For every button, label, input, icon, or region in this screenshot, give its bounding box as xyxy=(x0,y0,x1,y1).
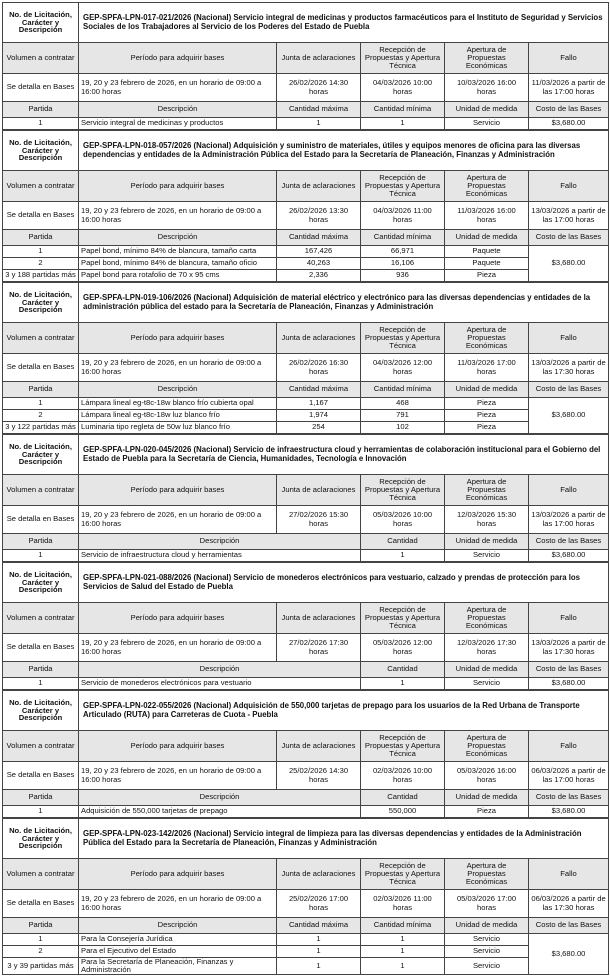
cantidad-minima: 468 xyxy=(361,398,445,410)
periodo-value: 19, 20 y 23 febrero de 2026, en un horario de 09:00 a 16:00 horas xyxy=(79,634,277,662)
cantidad-maxima: 1,167 xyxy=(277,398,361,410)
licitacion-title: GEP-SPFA-LPN-018-057/2026 (Nacional) Adquisición y suministro de materiales, útiles y equipos menores de oficina para las diversas dependencias y entidades de la Administración Pública del Estado para la Secretaría de Planeación, Finanzas y Administración xyxy=(79,131,609,171)
unidad-medida: Servicio xyxy=(445,958,529,975)
licitacion-label: No. de Licitación, Carácter y Descripción xyxy=(3,435,79,475)
volumen-header: Volumen a contratar xyxy=(3,171,79,202)
partida-descripcion: Para la Secretaría de Planeación, Finanzas y Administración xyxy=(79,958,277,975)
cantidad-maxima: 167,426 xyxy=(277,246,361,258)
licitacion-table xyxy=(2,434,609,562)
unidad-header: Unidad de medida xyxy=(445,662,529,678)
fallo-value: 06/03/2026 a partir de las 17:30 horas xyxy=(529,890,609,918)
partida-number: 1 xyxy=(3,550,79,562)
costo-header: Costo de las Bases xyxy=(529,382,609,398)
descripcion-header: Descripción xyxy=(79,230,277,246)
partida-descripcion: Papel bond para rotafolio de 70 x 95 cms xyxy=(79,270,277,282)
partida-number: 1 xyxy=(3,118,79,130)
apertura-value: 10/03/2026 16:00 horas xyxy=(445,74,529,102)
cantidad-maxima: 1 xyxy=(277,118,361,130)
cantidad-minima: 791 xyxy=(361,410,445,422)
volumen-value: Se detalla en Bases xyxy=(3,890,79,918)
volumen-value: Se detalla en Bases xyxy=(3,506,79,534)
periodo-value: 19, 20 y 23 febrero de 2026, en un horario de 09:00 a 16:00 horas xyxy=(79,354,277,382)
licitacion-title: GEP-SPFA-LPN-020-045/2026 (Nacional) Servicio de infraestructura cloud y herramientas de colaboración institucional para el Gobierno del Estado de Puebla para la Secretaría de Ciencia, Humanidades, Tecnología e Innovación xyxy=(79,435,609,475)
recepcion-value: 04/03/2026 12:00 horas xyxy=(361,354,445,382)
junta-header: Junta de aclaraciones xyxy=(277,859,361,890)
junta-header: Junta de aclaraciones xyxy=(277,603,361,634)
licitacion-label: No. de Licitación, Carácter y Descripción xyxy=(3,283,79,323)
unidad-medida: Pieza xyxy=(445,270,529,282)
fallo-value: 11/03/2026 a partir de las 17:00 horas xyxy=(529,74,609,102)
recepcion-value: 02/03/2026 10:00 horas xyxy=(361,762,445,790)
licitacion-table xyxy=(2,2,609,130)
recepcion-value: 04/03/2026 11:00 horas xyxy=(361,202,445,230)
cantidad-minima: 102 xyxy=(361,422,445,434)
cantidad-maxima: 1 xyxy=(277,946,361,958)
descripcion-header: Descripción xyxy=(79,662,361,678)
unidad-header: Unidad de medida xyxy=(445,918,529,934)
partida-header: Partida xyxy=(3,918,79,934)
costo-bases: $3,680.00 xyxy=(529,118,609,130)
cantidad-maxima: 1,974 xyxy=(277,410,361,422)
cantidad-minima: 1 xyxy=(361,934,445,946)
partida-number: 1 xyxy=(3,398,79,410)
junta-header: Junta de aclaraciones xyxy=(277,731,361,762)
licitacion-title: GEP-SPFA-LPN-019-106/2026 (Nacional) Adquisición de material eléctrico y electrónico para las diversas dependencias y entidades de la administración pública del estado para la Secretaría de Planeación, Finanzas y Administración xyxy=(79,283,609,323)
cantidad-header: Cantidad xyxy=(361,534,445,550)
periodo-header: Período para adquirir bases xyxy=(79,859,277,890)
unidad-header: Unidad de medida xyxy=(445,102,529,118)
licitacion-table xyxy=(2,562,609,690)
recepcion-header: Recepción de Propuestas y Apertura Técnica xyxy=(361,859,445,890)
recepcion-header: Recepción de Propuestas y Apertura Técnica xyxy=(361,43,445,74)
apertura-value: 11/03/2026 16:00 horas xyxy=(445,202,529,230)
licitacion-block xyxy=(2,818,608,975)
cantidad-minima-header: Cantidad mínima xyxy=(361,230,445,246)
cantidad: 1 xyxy=(361,550,445,562)
descripcion-header: Descripción xyxy=(79,102,277,118)
partida-number: 1 xyxy=(3,678,79,690)
periodo-header: Período para adquirir bases xyxy=(79,43,277,74)
costo-bases: $3,680.00 xyxy=(529,398,609,434)
licitacion-block xyxy=(2,282,608,434)
cantidad-minima: 1 xyxy=(361,946,445,958)
junta-header: Junta de aclaraciones xyxy=(277,475,361,506)
costo-header: Costo de las Bases xyxy=(529,230,609,246)
junta-value: 27/02/2026 17:30 horas xyxy=(277,634,361,662)
partida-number: 2 xyxy=(3,258,79,270)
fallo-value: 13/03/2026 a partir de las 17:00 horas xyxy=(529,202,609,230)
partida-number: 1 xyxy=(3,934,79,946)
unidad-header: Unidad de medida xyxy=(445,790,529,806)
fallo-header: Fallo xyxy=(529,475,609,506)
licitacion-title: GEP-SPFA-LPN-021-088/2026 (Nacional) Servicio de monederos electrónicos para vestuario, calzado y prendas de protección para los Servicios de Salud del Estado de Puebla xyxy=(79,563,609,603)
partida-descripcion: Papel bond, mínimo 84% de blancura, tamaño carta xyxy=(79,246,277,258)
junta-value: 25/02/2026 14:30 horas xyxy=(277,762,361,790)
fallo-header: Fallo xyxy=(529,43,609,74)
descripcion-header: Descripción xyxy=(79,918,277,934)
licitacion-label: No. de Licitación, Carácter y Descripción xyxy=(3,819,79,859)
fallo-header: Fallo xyxy=(529,171,609,202)
periodo-header: Período para adquirir bases xyxy=(79,171,277,202)
partida-descripcion: Adquisición de 550,000 tarjetas de prepago xyxy=(79,806,361,818)
junta-header: Junta de aclaraciones xyxy=(277,323,361,354)
costo-header: Costo de las Bases xyxy=(529,918,609,934)
recepcion-value: 05/03/2026 12:00 horas xyxy=(361,634,445,662)
partida-number: 2 xyxy=(3,410,79,422)
periodo-value: 19, 20 y 23 febrero de 2026, en un horario de 09:00 a 16:00 horas xyxy=(79,74,277,102)
costo-bases: $3,680.00 xyxy=(529,550,609,562)
fallo-header: Fallo xyxy=(529,603,609,634)
unidad-medida: Servicio xyxy=(445,934,529,946)
apertura-header: Apertura de Propuestas Económicas xyxy=(445,603,529,634)
licitacion-table xyxy=(2,130,609,282)
cantidad: 1 xyxy=(361,678,445,690)
recepcion-header: Recepción de Propuestas y Apertura Técnica xyxy=(361,731,445,762)
partida-header: Partida xyxy=(3,662,79,678)
junta-value: 25/02/2026 17:00 horas xyxy=(277,890,361,918)
licitacion-label: No. de Licitación, Carácter y Descripción xyxy=(3,3,79,43)
cantidad-minima: 936 xyxy=(361,270,445,282)
unidad-header: Unidad de medida xyxy=(445,382,529,398)
cantidad-maxima-header: Cantidad máxima xyxy=(277,230,361,246)
partida-header: Partida xyxy=(3,230,79,246)
cantidad: 550,000 xyxy=(361,806,445,818)
recepcion-header: Recepción de Propuestas y Apertura Técnica xyxy=(361,323,445,354)
partida-header: Partida xyxy=(3,102,79,118)
partida-number: 1 xyxy=(3,806,79,818)
junta-value: 26/02/2026 13:30 horas xyxy=(277,202,361,230)
recepcion-value: 05/03/2026 10:00 horas xyxy=(361,506,445,534)
junta-header: Junta de aclaraciones xyxy=(277,171,361,202)
apertura-header: Apertura de Propuestas Económicas xyxy=(445,171,529,202)
fallo-value: 13/03/2026 a partir de las 17:30 horas xyxy=(529,634,609,662)
cantidad-minima-header: Cantidad mínima xyxy=(361,918,445,934)
licitacion-label: No. de Licitación, Carácter y Descripción xyxy=(3,691,79,731)
unidad-medida: Pieza xyxy=(445,410,529,422)
licitacion-title: GEP-SPFA-LPN-017-021/2026 (Nacional) Servicio integral de medicinas y productos farmacéuticos para el Instituto de Seguridad y Servicios Sociales de los Trabajadores al Servicio de los Poderes del Estado de Puebla xyxy=(79,3,609,43)
unidad-medida: Servicio xyxy=(445,550,529,562)
cantidad-maxima: 1 xyxy=(277,934,361,946)
apertura-value: 05/03/2026 17:00 horas xyxy=(445,890,529,918)
cantidad-minima: 16,106 xyxy=(361,258,445,270)
partida-descripcion: Servicio integral de medicinas y productos xyxy=(79,118,277,130)
fallo-value: 13/03/2026 a partir de las 17:30 horas xyxy=(529,354,609,382)
costo-bases: $3,680.00 xyxy=(529,806,609,818)
volumen-value: Se detalla en Bases xyxy=(3,202,79,230)
apertura-header: Apertura de Propuestas Económicas xyxy=(445,859,529,890)
licitacion-block xyxy=(2,2,608,130)
periodo-value: 19, 20 y 23 febrero de 2026, en un horario de 09:00 a 16:00 horas xyxy=(79,506,277,534)
descripcion-header: Descripción xyxy=(79,790,361,806)
periodo-value: 19, 20 y 23 febrero de 2026, en un horario de 09:00 a 16:00 horas xyxy=(79,890,277,918)
partida-descripcion: Lámpara lineal eg-t8c-18w blanco frío cubierta opal xyxy=(79,398,277,410)
junta-value: 27/02/2026 15:30 horas xyxy=(277,506,361,534)
volumen-header: Volumen a contratar xyxy=(3,603,79,634)
partida-descripcion: Luminaria tipo regleta de 50w luz blanco frío xyxy=(79,422,277,434)
unidad-medida: Servicio xyxy=(445,118,529,130)
junta-value: 26/02/2026 16:30 horas xyxy=(277,354,361,382)
licitacion-table xyxy=(2,282,609,434)
licitacion-block xyxy=(2,562,608,690)
licitacion-label: No. de Licitación, Carácter y Descripción xyxy=(3,563,79,603)
volumen-header: Volumen a contratar xyxy=(3,731,79,762)
licitacion-table xyxy=(2,690,609,818)
partida-header: Partida xyxy=(3,382,79,398)
partida-header: Partida xyxy=(3,534,79,550)
document-page xyxy=(2,2,608,975)
unidad-medida: Paquete xyxy=(445,258,529,270)
junta-header: Junta de aclaraciones xyxy=(277,43,361,74)
partida-number: 2 xyxy=(3,946,79,958)
unidad-medida: Servicio xyxy=(445,678,529,690)
volumen-header: Volumen a contratar xyxy=(3,323,79,354)
apertura-value: 05/03/2026 16:00 horas xyxy=(445,762,529,790)
unidad-medida: Servicio xyxy=(445,946,529,958)
cantidad-minima-header: Cantidad mínima xyxy=(361,382,445,398)
periodo-header: Período para adquirir bases xyxy=(79,603,277,634)
licitacion-title: GEP-SPFA-LPN-023-142/2026 (Nacional) Servicio integral de limpieza para las diversas dependencias y entidades de la Administración Pública del Estado para la Secretaría de Planeación, Finanzas y Administración xyxy=(79,819,609,859)
partida-number: 3 y 39 partidas más xyxy=(3,958,79,975)
apertura-value: 11/03/2026 17:00 horas xyxy=(445,354,529,382)
partida-descripcion: Para la Consejería Jurídica xyxy=(79,934,277,946)
periodo-value: 19, 20 y 23 febrero de 2026, en un horario de 09:00 a 16:00 horas xyxy=(79,762,277,790)
cantidad-header: Cantidad xyxy=(361,790,445,806)
costo-bases: $3,680.00 xyxy=(529,246,609,282)
periodo-header: Período para adquirir bases xyxy=(79,323,277,354)
licitacion-block xyxy=(2,434,608,562)
cantidad-maxima: 254 xyxy=(277,422,361,434)
cantidad-minima: 1 xyxy=(361,118,445,130)
recepcion-value: 02/03/2026 11:00 horas xyxy=(361,890,445,918)
fallo-value: 13/03/2026 a partir de las 17:00 horas xyxy=(529,506,609,534)
partida-number: 1 xyxy=(3,246,79,258)
unidad-medida: Pieza xyxy=(445,422,529,434)
partida-descripcion: Papel bond, mínimo 84% de blancura, tamaño oficio xyxy=(79,258,277,270)
periodo-header: Período para adquirir bases xyxy=(79,475,277,506)
apertura-value: 12/03/2026 17:30 horas xyxy=(445,634,529,662)
cantidad-maxima: 2,336 xyxy=(277,270,361,282)
fallo-header: Fallo xyxy=(529,859,609,890)
costo-header: Costo de las Bases xyxy=(529,790,609,806)
costo-header: Costo de las Bases xyxy=(529,662,609,678)
costo-header: Costo de las Bases xyxy=(529,102,609,118)
fallo-value: 06/03/2026 a partir de las 17:00 horas xyxy=(529,762,609,790)
unidad-header: Unidad de medida xyxy=(445,230,529,246)
cantidad-header: Cantidad xyxy=(361,662,445,678)
volumen-value: Se detalla en Bases xyxy=(3,74,79,102)
partida-descripcion: Lámpara lineal eg-t8c-18w luz blanco frío xyxy=(79,410,277,422)
licitacion-block xyxy=(2,130,608,282)
fallo-header: Fallo xyxy=(529,731,609,762)
junta-value: 26/02/2026 14:30 horas xyxy=(277,74,361,102)
partida-number: 3 y 122 partidas más xyxy=(3,422,79,434)
apertura-header: Apertura de Propuestas Económicas xyxy=(445,43,529,74)
descripcion-header: Descripción xyxy=(79,382,277,398)
cantidad-maxima-header: Cantidad máxima xyxy=(277,382,361,398)
periodo-value: 19, 20 y 23 febrero de 2026, en un horario de 09:00 a 16:00 horas xyxy=(79,202,277,230)
costo-header: Costo de las Bases xyxy=(529,534,609,550)
apertura-header: Apertura de Propuestas Económicas xyxy=(445,323,529,354)
licitacion-table xyxy=(2,818,609,975)
costo-bases: $3,680.00 xyxy=(529,678,609,690)
cantidad-maxima-header: Cantidad máxima xyxy=(277,102,361,118)
cantidad-maxima: 1 xyxy=(277,958,361,975)
unidad-medida: Paquete xyxy=(445,246,529,258)
periodo-header: Período para adquirir bases xyxy=(79,731,277,762)
cantidad-maxima: 40,263 xyxy=(277,258,361,270)
cantidad-minima: 66,971 xyxy=(361,246,445,258)
unidad-medida: Pieza xyxy=(445,398,529,410)
volumen-value: Se detalla en Bases xyxy=(3,634,79,662)
cantidad-minima-header: Cantidad mínima xyxy=(361,102,445,118)
cantidad-maxima-header: Cantidad máxima xyxy=(277,918,361,934)
apertura-header: Apertura de Propuestas Económicas xyxy=(445,731,529,762)
recepcion-header: Recepción de Propuestas y Apertura Técnica xyxy=(361,475,445,506)
partida-number: 3 y 188 partidas más xyxy=(3,270,79,282)
licitacion-block xyxy=(2,690,608,818)
cantidad-minima: 1 xyxy=(361,958,445,975)
volumen-header: Volumen a contratar xyxy=(3,43,79,74)
apertura-header: Apertura de Propuestas Económicas xyxy=(445,475,529,506)
partida-descripcion: Servicio de monederos electrónicos para vestuario xyxy=(79,678,361,690)
descripcion-header: Descripción xyxy=(79,534,361,550)
volumen-header: Volumen a contratar xyxy=(3,859,79,890)
partida-descripcion: Para el Ejecutivo del Estado xyxy=(79,946,277,958)
partida-descripcion: Servicio de infraestructura cloud y herramientas xyxy=(79,550,361,562)
licitacion-title: GEP-SPFA-LPN-022-055/2026 (Nacional) Adquisición de 550,000 tarjetas de prepago para los usuarios de la Red Urbana de Transporte Articulado (RUTA) para Carreteras de Cuota - Puebla xyxy=(79,691,609,731)
volumen-value: Se detalla en Bases xyxy=(3,354,79,382)
costo-bases: $3,680.00 xyxy=(529,934,609,975)
fallo-header: Fallo xyxy=(529,323,609,354)
unidad-header: Unidad de medida xyxy=(445,534,529,550)
volumen-value: Se detalla en Bases xyxy=(3,762,79,790)
unidad-medida: Pieza xyxy=(445,806,529,818)
licitacion-label: No. de Licitación, Carácter y Descripción xyxy=(3,131,79,171)
apertura-value: 12/03/2026 15:30 horas xyxy=(445,506,529,534)
recepcion-header: Recepción de Propuestas y Apertura Técnica xyxy=(361,603,445,634)
recepcion-value: 04/03/2026 10:00 horas xyxy=(361,74,445,102)
volumen-header: Volumen a contratar xyxy=(3,475,79,506)
recepcion-header: Recepción de Propuestas y Apertura Técnica xyxy=(361,171,445,202)
partida-header: Partida xyxy=(3,790,79,806)
